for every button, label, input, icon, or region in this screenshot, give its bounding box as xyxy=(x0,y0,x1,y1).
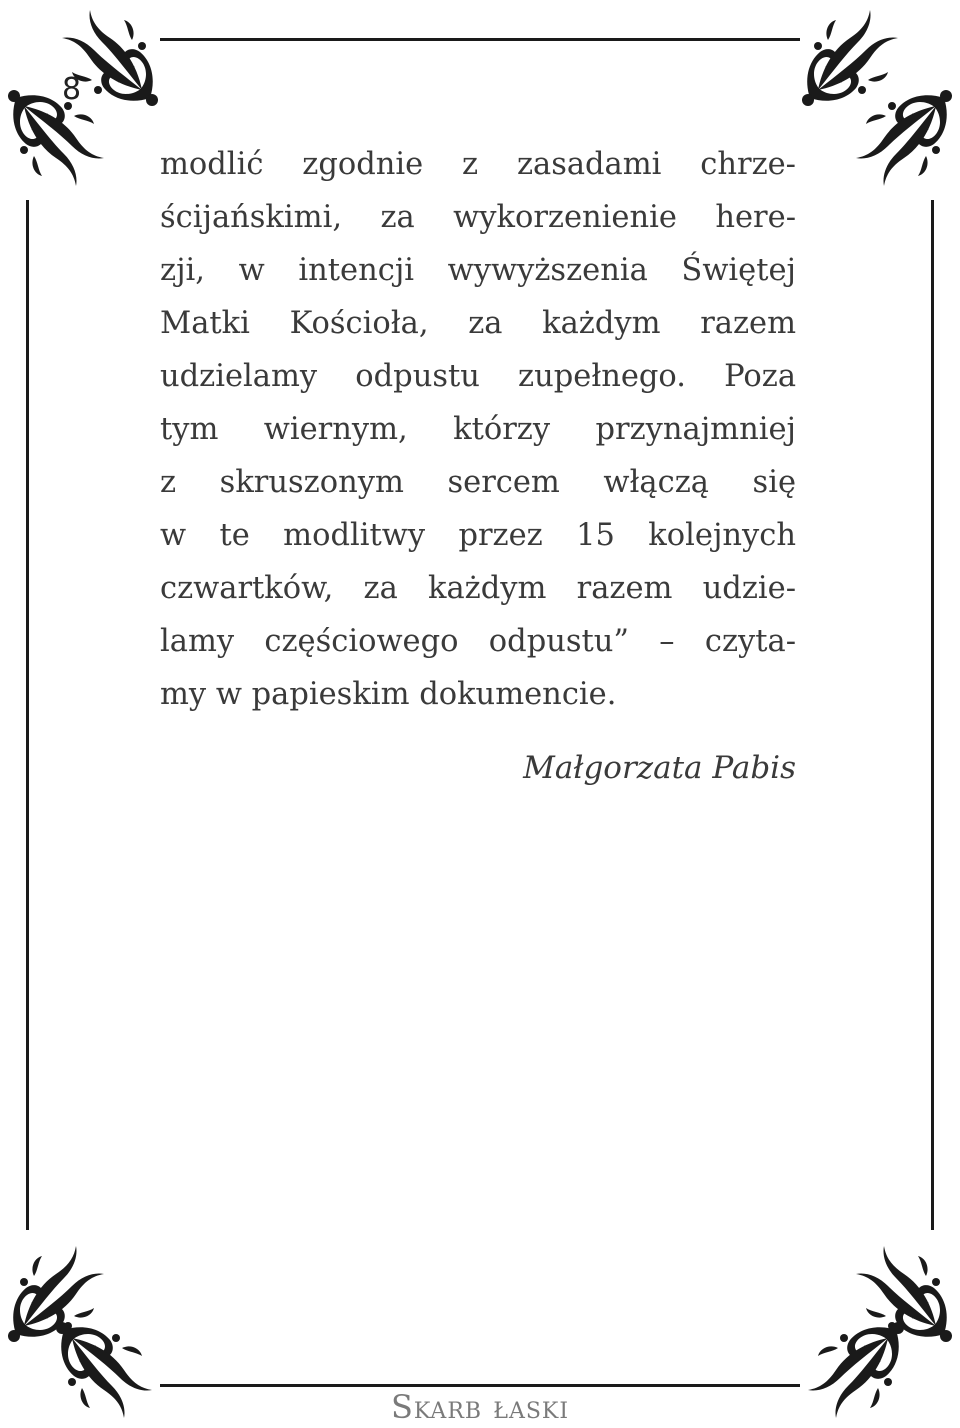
text-line: zji, w intencji wywyższenia Świętej xyxy=(160,253,796,288)
author-signature: Małgorzata Pabis xyxy=(523,750,796,786)
page-number: 8 xyxy=(62,72,82,107)
text-line: tym wiernym, którzy przynajmniej xyxy=(160,412,796,447)
frame-top-line xyxy=(160,38,800,41)
book-title-footer: Skarb łaski xyxy=(390,1388,570,1426)
text-line: modlić zgodnie z zasadami chrze- xyxy=(160,147,796,182)
text-line: w te modlitwy przez 15 kolejnych xyxy=(160,518,796,553)
text-line: Matki Kościoła, za każdym razem xyxy=(160,306,796,341)
body-paragraph xyxy=(160,138,796,721)
text-line: my w papieskim dokumencie. xyxy=(160,677,617,712)
text-line: z skruszonym sercem włączą się xyxy=(160,465,796,500)
corner-ornament-top-right-upper xyxy=(798,0,908,110)
text-line: lamy częściowego odpustu” – czyta- xyxy=(160,624,796,659)
text-line: udzielamy odpustu zupełnego. Poza xyxy=(160,359,796,394)
text-line: ścijańskimi, za wykorzenienie here- xyxy=(160,200,796,235)
frame-left-line xyxy=(26,200,29,1230)
frame-bottom-line xyxy=(160,1384,800,1387)
frame-right-line xyxy=(931,200,934,1230)
text-line: czwartków, za każdym razem udzie- xyxy=(160,571,796,606)
